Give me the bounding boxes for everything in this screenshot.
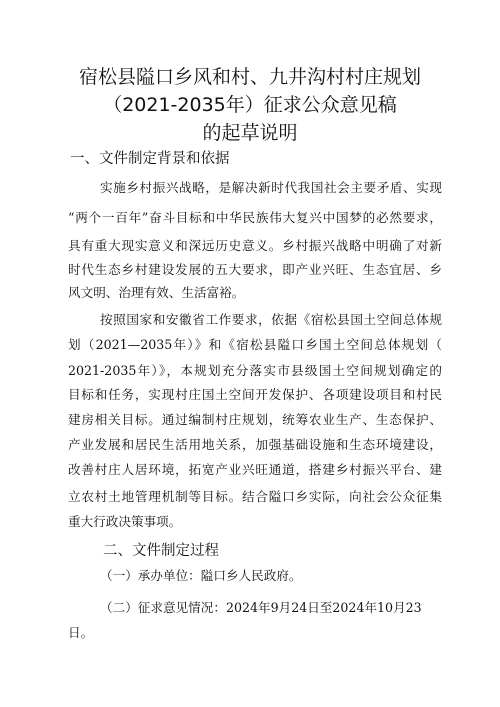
para-2-line: 划（2021—2035年）》和《宿松县隘口乡国土空间总体规划（ — [68, 337, 442, 352]
section-1-heading: 一、文件制定背景和依据 — [70, 151, 230, 167]
para-2-line: 重大行政决策事项。 — [68, 514, 182, 529]
para-1-line: 具有重大现实意义和深远历史意义。乡村振兴战略中明确了对新 — [68, 238, 442, 253]
process-item-1: （一）承办单位：隘口乡人民政府。 — [100, 568, 302, 583]
para-1-line: 实施乡村振兴战略，是解决新时代我国社会主要矛盾、实现 — [100, 180, 442, 195]
para-2-line: 立农村土地管理机制等目标。结合隘口乡实际，向社会公众征集 — [68, 489, 442, 504]
para-2-line: 建房相关目标。通过编制村庄规划，统筹农业生产、生态保护、 — [68, 412, 442, 427]
para-1-line: 风文明、治理有效、生活富裕。 — [68, 285, 245, 300]
para-2-line: 目标和任务，实现村庄国土空间开发保护、各项建设项目和村民 — [68, 387, 442, 402]
doc-title-line-2: （2021-2035年）征求公众意见稿 — [103, 94, 397, 116]
para-2-line: 按照国家和安徽省工作要求，依据《宿松县国土空间总体规 — [100, 312, 442, 327]
doc-title-line-3: 的起草说明 — [202, 122, 298, 144]
process-item-2-line-1: （二）征求意见情况：2024年9月24日至2024年10月23 — [100, 600, 422, 615]
para-1-line: “两个一百年”奋斗目标和中华民族伟大复兴中国梦的必然要求， — [68, 210, 442, 225]
para-2-line: 产业发展和居民生活用地关系，加强基础设施和生态环境建设， — [68, 437, 442, 452]
para-2-line: 2021-2035年）》，本规划充分落实市县级国土空间规划确定的 — [68, 363, 442, 378]
section-2-heading: 二、文件制定过程 — [103, 543, 219, 559]
process-item-2-line-2: 日。 — [68, 625, 94, 640]
doc-title-line-1: 宿松县隘口乡风和村、九井沟村村庄规划 — [78, 66, 421, 88]
para-2-line: 改善村庄人居环境，拓宽产业兴旺通道，搭建乡村振兴平台、建 — [68, 462, 442, 477]
para-1-line: 时代生态乡村建设发展的五大要求，即产业兴旺、生态宜居、乡 — [68, 262, 442, 277]
